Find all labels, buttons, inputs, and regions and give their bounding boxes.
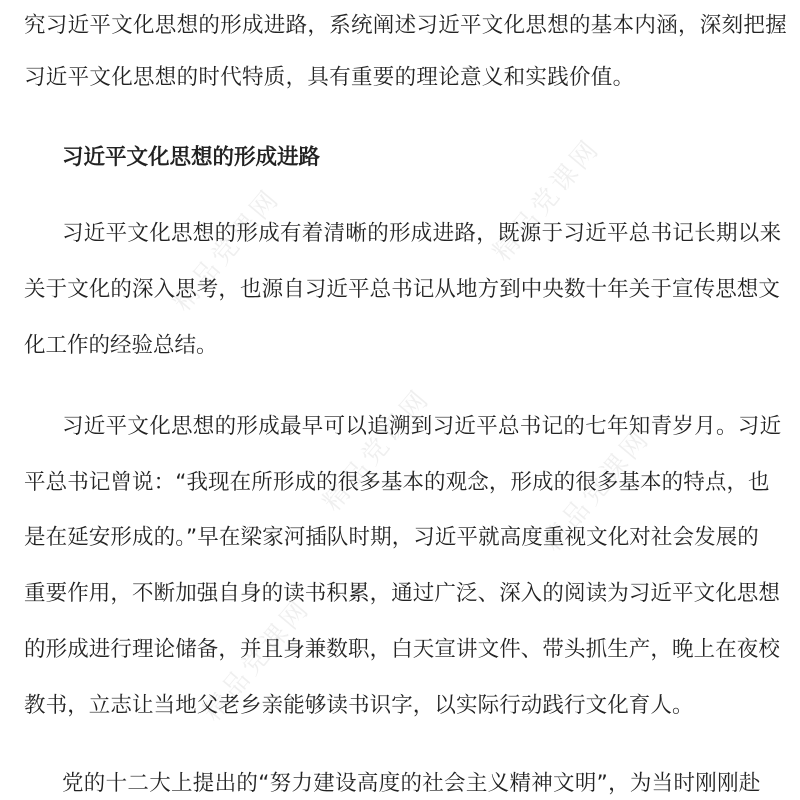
- watermark: 精品党课网: [167, 183, 287, 318]
- paragraph-line: 重要作用，不断加强自身的读书积累，通过广泛、深入的阅读为习近平文化思想: [24, 581, 781, 606]
- watermark: 精品党课网: [317, 383, 437, 518]
- paragraph-line: 教书，立志让当地父老乡亲能够读书识字，以实际行动践行文化育人。: [24, 693, 694, 718]
- section-heading: 习近平文化思想的形成进路: [62, 145, 321, 170]
- paragraph-line: 是在延安形成的。”早在梁家河插队时期，习近平就高度重视文化对社会发展的: [24, 525, 759, 550]
- watermark: 精品党课网: [197, 593, 317, 728]
- paragraph-line: 习近平文化思想的形成有着清晰的形成进路，既源于习近平总书记长期以来: [62, 221, 782, 246]
- paragraph-line: 关于文化的深入思考，也源自习近平总书记从地方到中央数十年关于宣传思想文: [24, 277, 781, 302]
- paragraph-line: 党的十二大上提出的“努力建设高度的社会主义精神文明”，为当时刚刚赴: [62, 771, 761, 796]
- paragraph-line: 化工作的经验总结。: [24, 333, 218, 358]
- watermark: 精品党课网: [537, 423, 657, 558]
- watermark: 精品党课网: [487, 133, 607, 268]
- intro-line: 究习近平文化思想的形成进路，系统阐述习近平文化思想的基本内涵，深刻把握: [24, 13, 788, 38]
- paragraph-line: 平总书记曾说：“我现在所形成的很多基本的观念，形成的很多基本的特点，也: [24, 470, 770, 495]
- paragraph-line: 习近平文化思想的形成最早可以追溯到习近平总书记的七年知青岁月。习近: [62, 414, 782, 439]
- paragraph-line: 的形成进行理论储备，并且身兼数职，白天宣讲文件、带头抓生产，晚上在夜校: [24, 637, 781, 662]
- intro-line: 习近平文化思想的时代特质，具有重要的理论意义和实践价值。: [24, 65, 635, 90]
